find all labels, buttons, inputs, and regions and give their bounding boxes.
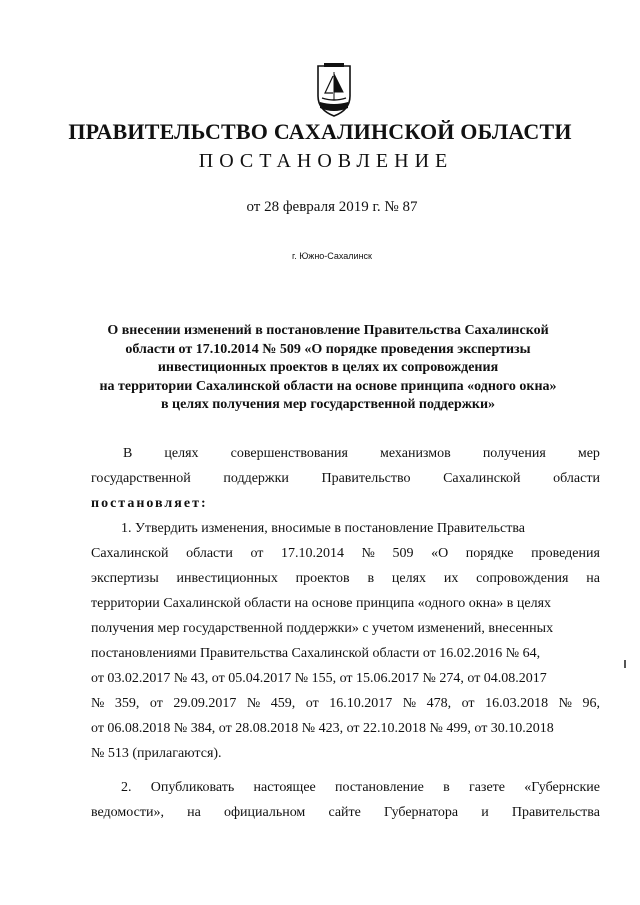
word: № 513 (прилагаются). xyxy=(91,746,222,761)
word: целях xyxy=(164,446,199,461)
word: на xyxy=(586,571,600,586)
word: 2. xyxy=(121,780,132,795)
word: государственной xyxy=(91,471,191,486)
word: Сахалинской xyxy=(91,546,169,561)
paragraph-line xyxy=(91,566,600,591)
paragraph-line xyxy=(91,516,600,541)
subject-line: на территории Сахалинской области на основе принципа «одного окна» xyxy=(99,378,557,394)
paragraph-line xyxy=(91,591,600,616)
paragraph-line xyxy=(91,541,600,566)
word: 359, xyxy=(114,696,140,711)
word: проектов xyxy=(295,571,350,586)
word: Правительства xyxy=(511,805,600,820)
word: Опубликовать xyxy=(150,780,235,795)
word: 29.09.2017 xyxy=(173,696,237,711)
paragraph-line xyxy=(91,775,600,800)
word: области xyxy=(186,546,233,561)
word: получения xyxy=(482,446,546,461)
word: настоящее xyxy=(253,780,316,795)
subject-line: в целях получения мер государственной поддержки» xyxy=(160,397,496,412)
word: мер xyxy=(577,446,600,461)
word: 16.03.2018 xyxy=(485,696,549,711)
paragraph-item-1 xyxy=(91,516,600,766)
word: поддержки xyxy=(223,471,289,486)
paragraph-item-2 xyxy=(91,775,600,825)
word: от xyxy=(305,696,319,711)
subject-line: области от 17.10.2014 № 509 «О порядке проведения экспертизы xyxy=(125,341,531,357)
word: инвестиционных xyxy=(176,571,278,586)
decree-word: постановляет: xyxy=(91,496,208,511)
subject-line: инвестиционных проектов в целях их сопровождения xyxy=(157,360,499,375)
paragraph-line xyxy=(91,616,600,641)
word: В xyxy=(123,446,133,461)
word: проведения xyxy=(531,546,600,561)
word: от xyxy=(149,696,163,711)
margin-mark xyxy=(624,660,626,668)
subject-line: О внесении изменений в постановление Правительства Сахалинской xyxy=(107,323,549,338)
word: области xyxy=(553,471,600,486)
paragraph-line xyxy=(91,716,600,741)
word: Сахалинской xyxy=(443,471,521,486)
word: Губернатора xyxy=(384,805,459,820)
word: 16.10.2017 xyxy=(329,696,393,711)
word: от xyxy=(250,546,264,561)
word: официальном xyxy=(223,805,306,820)
word: «Губернские xyxy=(524,780,600,795)
word: Правительство xyxy=(321,471,411,486)
sakhalin-coat-of-arms-icon xyxy=(314,62,354,118)
word: № xyxy=(402,696,417,711)
word: сопровождения xyxy=(476,571,569,586)
word: в xyxy=(367,571,375,586)
word: газете xyxy=(468,780,505,795)
word: порядке xyxy=(465,546,514,561)
word: механизмов xyxy=(380,446,451,461)
word: целях xyxy=(391,571,427,586)
word: от 06.08.2018 № 384, от 28.08.2018 № 423, от 22.10.2018 № 499, от 30.10.2018 xyxy=(91,721,554,736)
paragraph-line xyxy=(91,641,600,666)
word: 509 xyxy=(392,546,414,561)
word: постановлениями Правительства Сахалинской области от 16.02.2016 № 64, xyxy=(91,646,541,661)
preamble-line xyxy=(91,466,600,491)
word: 96, xyxy=(582,696,600,711)
word: № xyxy=(246,696,261,711)
word: от xyxy=(461,696,475,711)
word: № xyxy=(361,546,375,561)
word: 1. Утвердить изменения, вносимые в постановление Правительства xyxy=(121,521,525,536)
word: постановление xyxy=(334,780,424,795)
word: совершенствования xyxy=(230,446,348,461)
word: сайте xyxy=(328,805,361,820)
word: получения мер государственной поддержки» с учетом изменений, внесенных xyxy=(91,621,554,636)
word: № xyxy=(558,696,572,711)
preamble-line xyxy=(91,441,600,466)
word: территории Сахалинской области на основе принципа «одного окна» в целях xyxy=(91,596,552,611)
word: 17.10.2014 xyxy=(280,546,344,561)
paragraph-line xyxy=(91,741,600,766)
word: 459, xyxy=(270,696,296,711)
preamble-line xyxy=(91,491,600,516)
paragraph-line xyxy=(91,800,600,825)
document-type: ПОСТАНОВЛЕНИЕ xyxy=(198,150,454,172)
document-city: г. Южно-Сахалинск xyxy=(292,251,372,261)
document-subject xyxy=(88,322,568,415)
preamble xyxy=(91,441,600,516)
word: от 03.02.2017 № 43, от 05.04.2017 № 155, от 15.06.2017 № 274, от 04.08.2017 xyxy=(91,671,547,686)
word: «О xyxy=(431,546,449,561)
paragraph-line xyxy=(91,666,600,691)
word: в xyxy=(443,780,450,795)
document-date: от 28 февраля 2019 г. № 87 xyxy=(246,199,418,215)
word: на xyxy=(187,805,201,820)
word: 478, xyxy=(426,696,452,711)
word: ведомости», xyxy=(91,805,164,820)
word: экспертизы xyxy=(91,571,159,586)
word: и xyxy=(481,805,489,820)
word: № xyxy=(91,696,105,711)
paragraph-line xyxy=(91,691,600,716)
word: их xyxy=(443,571,459,586)
government-title: ПРАВИТЕЛЬСТВО САХАЛИНСКОЙ ОБЛАСТИ xyxy=(68,119,572,144)
